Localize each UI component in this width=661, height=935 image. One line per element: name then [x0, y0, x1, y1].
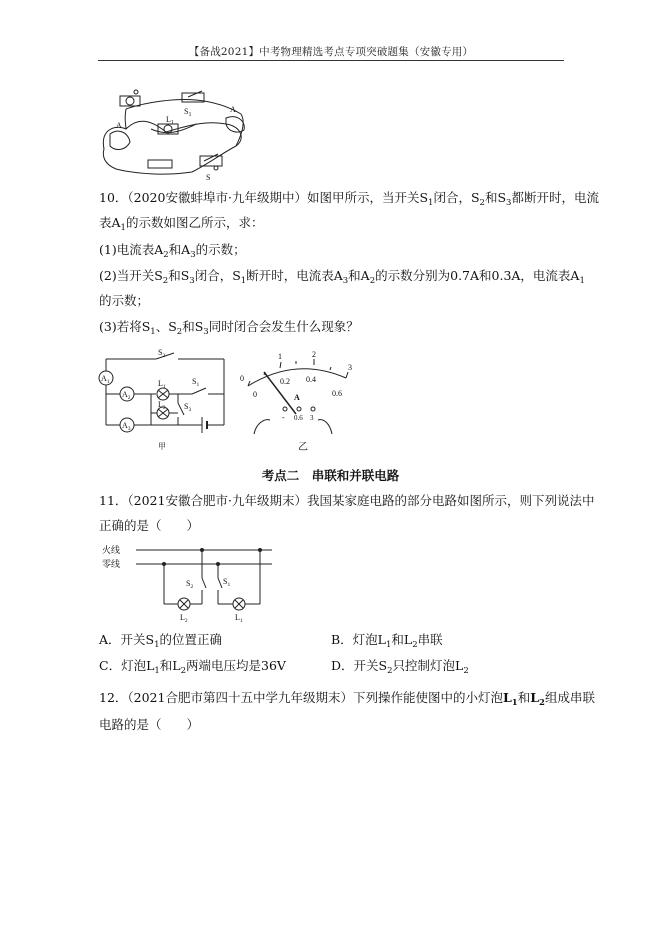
fig-jia-label: 甲 — [158, 442, 166, 451]
section-title: 考点二 串联和并联电路 — [261, 468, 400, 483]
q11-l2-label: $L_2$ — [180, 613, 188, 624]
meter-top-tick-1: 1 — [278, 352, 282, 361]
meter-bottom-tick-3: 0.6 — [332, 389, 342, 398]
circuit-s3-label: $S_3$ — [184, 402, 192, 413]
top-fig-s1-label: $S_1$ — [184, 107, 192, 118]
circuit-a3-label: $A_3$ — [122, 421, 131, 432]
q11-l1-label: $L_1$ — [235, 613, 243, 624]
q11-line2: 正确的是（ ） — [99, 518, 200, 533]
meter-top-tick-0: 0 — [240, 374, 244, 383]
meter-bottom-tick-2: 0.4 — [306, 375, 316, 384]
top-fig-s-label: S — [206, 173, 211, 182]
meter-top-tick-3: 3 — [348, 363, 352, 372]
neutral-wire-label: 零线 — [102, 559, 121, 569]
meter-bottom-tick-1: 0.2 — [280, 377, 290, 386]
page-header: 【备战2021】中考物理精选考点专项突破题集（安徽专用） — [188, 46, 474, 58]
header-rule — [98, 60, 564, 61]
meter-bottom-tick-0: 0 — [253, 390, 257, 399]
q10-part3: (3)若将$S_1$、$S_2$和$S_3$同时闭合会发生什么现象？ — [99, 319, 359, 337]
q10-line1: 10．（2020安徽蚌埠市·九年级期中）如图甲所示，当开关$S_1$闭合，$S_2$和$S_3$都断开时，电流 — [99, 190, 599, 208]
q10-part2-line1: (2)当开关$S_2$和$S_3$闭合，$S_1$断开时，电流表$A_3$和$A_2$的示数分别为0.7A和0.3A，电流表$A_1$ — [99, 268, 585, 286]
q10-ammeter-figure — [236, 348, 366, 456]
q11-option-a[interactable]: A．开关$S_1$的位置正确 — [99, 632, 223, 650]
q10-part2-line2: 的示数； — [99, 293, 150, 308]
q11-line1: 11．（2021安徽合肥市·九年级期末）我国某家庭电路的部分电路如图所示，则下列说法中 — [99, 493, 595, 508]
circuit-a2-label: $A_2$ — [122, 390, 131, 401]
q10-circuit-diagram — [96, 345, 236, 455]
q11-option-d[interactable]: D．开关$S_2$只控制灯泡$L_2$ — [331, 658, 469, 676]
top-fig-l1-label: $L_1$ — [166, 115, 174, 126]
circuit-a1-label: $A_1$ — [101, 374, 110, 385]
circuit-s2-label: $S_2$ — [158, 348, 166, 359]
circuit-l1-label: $L_1$ — [158, 379, 166, 390]
meter-terminal-3: 3 — [310, 414, 314, 422]
circuit-s1-label: $S_1$ — [192, 377, 200, 388]
fig-yi-label: 乙 — [298, 442, 308, 453]
q11-s1-label: $S_1$ — [223, 577, 231, 588]
q11-s2-label: $S_2$ — [186, 579, 194, 590]
q10-line2: 表$A_1$的示数如图乙所示，求： — [99, 215, 264, 233]
meter-terminal-06: 0.6 — [294, 414, 303, 422]
q12-line1: 12．（2021合肥市第四十五中学九年级期末）下列操作能使图中的小灯泡$L_1$和$L_2$组成串联 — [99, 690, 595, 708]
q11-household-circuit — [100, 542, 280, 624]
meter-unit: A — [294, 393, 300, 402]
q11-option-b[interactable]: B．灯泡$L_1$和$L_2$串联 — [331, 632, 443, 650]
top-fig-a-label-right: A — [230, 105, 236, 114]
q11-option-c[interactable]: C．灯泡$L_1$和$L_2$两端电压均是36V — [99, 658, 286, 676]
meter-terminal-minus: - — [282, 413, 285, 422]
top-circuit-figure — [96, 84, 256, 184]
q12-line2: 电路的是（ ） — [99, 717, 200, 732]
live-wire-label: 火线 — [102, 545, 121, 555]
top-fig-a-label: A — [116, 121, 122, 130]
circuit-l2-label: $L_2$ — [158, 400, 166, 411]
q10-part1: (1)电流表$A_2$和$A_3$的示数； — [99, 242, 246, 260]
meter-top-tick-2: 2 — [312, 350, 316, 359]
